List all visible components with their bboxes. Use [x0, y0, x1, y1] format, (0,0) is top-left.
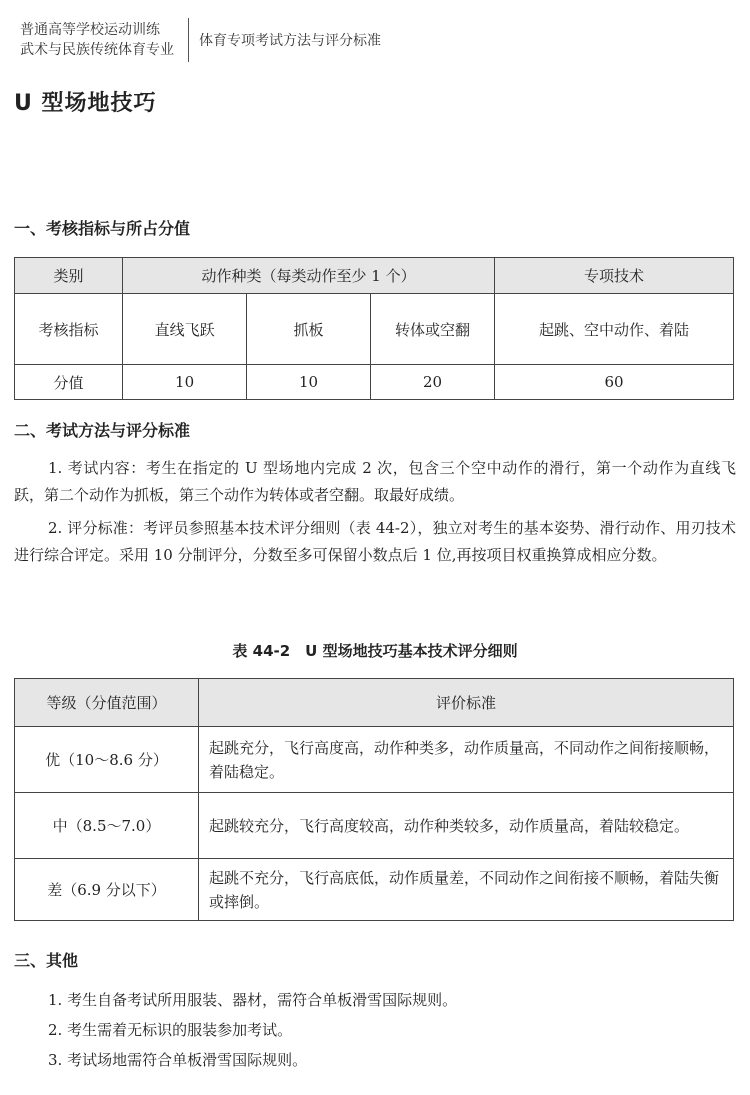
- table-row: [15, 727, 734, 793]
- header-divider: [188, 18, 189, 62]
- level-cell: 差（6.9 分以下）: [15, 859, 199, 921]
- score-spin-flip: 20: [371, 365, 495, 400]
- header-line1: 普通高等学校运动训练: [20, 22, 160, 38]
- list-item: 1. 考生自备考试所用服装、器材，需符合单板滑雪国际规则。: [48, 991, 458, 1009]
- scoring-table-indicator-row: [15, 294, 734, 365]
- section3-heading: 三、其他: [14, 951, 79, 970]
- score-straight-jump: 10: [123, 365, 247, 400]
- list-item: 2. 考生需着无标识的服装参加考试。: [48, 1021, 293, 1039]
- header-doc-title: 体育专项考试方法与评分标准: [199, 33, 381, 49]
- page-title: U 型场地技巧: [14, 91, 157, 116]
- criteria-cell: 起跳充分，飞行高度高，动作种类多，动作质量高，不同动作之间衔接顺畅，着陆稳定。: [199, 727, 734, 793]
- cell-spin-flip: 转体或空翻: [371, 294, 495, 365]
- paragraph-scoring-standard: [14, 515, 736, 569]
- grading-table-header-row: [15, 679, 734, 727]
- cell-grab: 抓板: [247, 294, 371, 365]
- table-row: [15, 793, 734, 859]
- paragraph-exam-content: [14, 455, 736, 509]
- paragraph-scoring-standard-text: 2. 评分标准：考评员参照基本技术评分细则（表 44-2），独立对考生的基本姿势、滑行动作、用刃技术进行综合评定。采用 10 分制评分，分数至多可保留小数点后 1 位,再按项目权重换算成相应分数。: [14, 519, 736, 564]
- header-line2: 武术与民族传统体育专业: [20, 42, 174, 58]
- table-row: [15, 859, 734, 921]
- page-header: [20, 18, 381, 62]
- header-category: 类别: [15, 258, 123, 294]
- section1-heading: 一、考核指标与所占分值: [14, 219, 191, 238]
- cell-tech-items: 起跳、空中动作、着陆: [495, 294, 734, 365]
- header-level: 等级（分值范围）: [15, 679, 199, 727]
- section2-heading: 二、考试方法与评分标准: [14, 421, 191, 440]
- list-item: 3. 考试场地需符合单板滑雪国际规则。: [48, 1051, 308, 1069]
- level-cell: 优（10～8.6 分）: [15, 727, 199, 793]
- cell-straight-jump: 直线飞跃: [123, 294, 247, 365]
- scoring-table: [14, 257, 734, 400]
- level-cell: 中（8.5～7.0）: [15, 793, 199, 859]
- score-grab: 10: [247, 365, 371, 400]
- header-criteria: 评价标准: [199, 679, 734, 727]
- scoring-table-header-row: [15, 258, 734, 294]
- criteria-cell: 起跳不充分，飞行高底低，动作质量差，不同动作之间衔接不顺畅，着陆失衡或摔倒。: [199, 859, 734, 921]
- header-program: [20, 20, 174, 60]
- header-special-tech: 专项技术: [495, 258, 734, 294]
- row-label-score: 分值: [15, 365, 123, 400]
- header-action-types: 动作种类（每类动作至少 1 个）: [123, 258, 495, 294]
- row-label-indicator: 考核指标: [15, 294, 123, 365]
- criteria-cell: 起跳较充分，飞行高度较高，动作种类较多，动作质量高，着陆较稳定。: [199, 793, 734, 859]
- paragraph-exam-content-text: 1. 考试内容：考生在指定的 U 型场地内完成 2 次，包含三个空中动作的滑行，第一个动作为直线飞跃，第二个动作为抓板，第三个动作为转体或者空翻。取最好成绩。: [14, 459, 736, 504]
- table-caption: 表 44-2 U 型场地技巧基本技术评分细则: [232, 642, 518, 660]
- scoring-table-score-row: [15, 365, 734, 400]
- score-tech: 60: [495, 365, 734, 400]
- grading-table: [14, 678, 734, 921]
